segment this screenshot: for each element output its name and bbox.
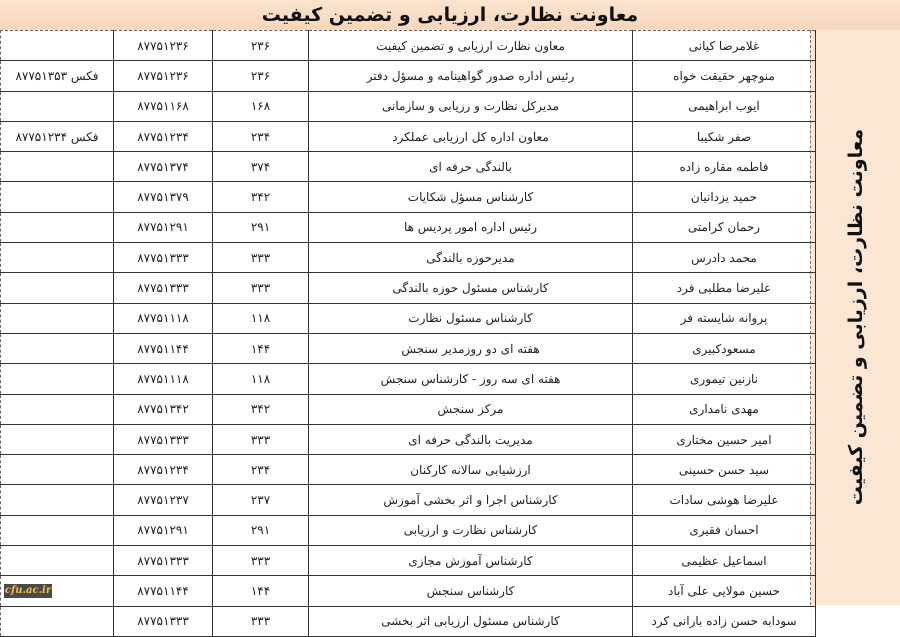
page-title: معاونت نظارت، ارزیابی و تضمین کیفیت [0, 0, 900, 30]
name-cell: سید حسن حسینی [633, 455, 816, 485]
name-cell: حسین مولایی علی آباد [633, 576, 816, 606]
phone-cell: ۸۷۷۵۱۳۳۳ [114, 606, 213, 636]
extension-cell: ۱۱۸ [213, 303, 309, 333]
table-row [1, 182, 816, 212]
extra-cell [1, 243, 114, 273]
position-cell: معاون نظارت ارزیابی و تضمین کیفیت [309, 31, 633, 61]
extra-cell [1, 455, 114, 485]
position-cell: رئیس اداره امور پردیس ها [309, 212, 633, 242]
extension-cell: ۲۳۶ [213, 61, 309, 91]
table-row [1, 394, 816, 424]
phone-cell: ۸۷۷۵۱۱۴۴ [114, 333, 213, 363]
extension-cell: ۳۳۳ [213, 424, 309, 454]
phone-cell: ۸۷۷۵۱۲۳۷ [114, 485, 213, 515]
position-cell: کارشناس مسئول حوزه بالندگی [309, 273, 633, 303]
extension-cell: ۲۹۱ [213, 515, 309, 545]
table-row [1, 243, 816, 273]
phone-cell: ۸۷۷۵۱۲۳۴ [114, 121, 213, 151]
name-cell: احسان فقیری [633, 515, 816, 545]
table-row [1, 515, 816, 545]
extension-cell: ۲۹۱ [213, 212, 309, 242]
position-cell: هفته ای دو روزمدیر سنجش [309, 333, 633, 363]
table-row [1, 546, 816, 576]
extra-cell [1, 364, 114, 394]
extra-cell [1, 152, 114, 182]
name-cell: منوچهر حقیقت خواه [633, 61, 816, 91]
phone-cell: ۸۷۷۵۱۲۹۱ [114, 212, 213, 242]
extra-cell [1, 91, 114, 121]
extra-cell [1, 424, 114, 454]
position-cell: کارشناس آموزش مجازی [309, 546, 633, 576]
table-row [1, 212, 816, 242]
position-cell: رئیس اداره صدور گواهینامه و مسؤل دفتر [309, 61, 633, 91]
position-cell: مدیرحوزه بالندگی [309, 243, 633, 273]
table-row [1, 576, 816, 606]
extension-cell: ۱۴۴ [213, 333, 309, 363]
phone-cell: ۸۷۷۵۱۲۹۱ [114, 515, 213, 545]
position-cell: مدیرکل نظارت و رزیابی و سازمانی [309, 91, 633, 121]
phone-cell: ۸۷۷۵۱۳۴۲ [114, 394, 213, 424]
extension-cell: ۲۳۷ [213, 485, 309, 515]
phone-cell: ۸۷۷۵۱۳۳۳ [114, 546, 213, 576]
phone-cell: ۸۷۷۵۱۲۳۴ [114, 455, 213, 485]
position-cell: مرکز سنجش [309, 394, 633, 424]
phone-cell: ۸۷۷۵۱۳۳۳ [114, 424, 213, 454]
name-cell: صفر شکیبا [633, 121, 816, 151]
position-cell: کارشناس مسئول نظارت [309, 303, 633, 333]
phone-cell: ۸۷۷۵۱۳۳۳ [114, 243, 213, 273]
position-cell: هفته ای سه روز - کارشناس سنجش [309, 364, 633, 394]
side-header-column [810, 30, 900, 605]
phone-cell: ۸۷۷۵۱۱۶۸ [114, 91, 213, 121]
table-row [1, 424, 816, 454]
extra-cell [1, 273, 114, 303]
extra-cell [1, 546, 114, 576]
extension-cell: ۱۴۴ [213, 576, 309, 606]
extra-cell [1, 394, 114, 424]
table-row [1, 303, 816, 333]
table-row [1, 333, 816, 363]
position-cell: مدیریت بالندگی حرفه ای [309, 424, 633, 454]
phone-cell: ۸۷۷۵۱۱۴۴ [114, 576, 213, 606]
name-cell: مهدی نامداری [633, 394, 816, 424]
name-cell: محمد دادرس [633, 243, 816, 273]
extra-cell [1, 31, 114, 61]
name-cell: فاطمه مقاره زاده [633, 152, 816, 182]
extension-cell: ۳۴۲ [213, 182, 309, 212]
position-cell: کارشناس مسئول ارزیابی اثر بخشی [309, 606, 633, 636]
name-cell: علیرضا هوشی سادات [633, 485, 816, 515]
table-row [1, 91, 816, 121]
extension-cell: ۳۴۲ [213, 394, 309, 424]
table-row [1, 364, 816, 394]
extension-cell: ۳۳۳ [213, 546, 309, 576]
table-row [1, 121, 816, 151]
table-row [1, 273, 816, 303]
phone-cell: ۸۷۷۵۱۲۳۶ [114, 31, 213, 61]
extension-cell: ۳۷۴ [213, 152, 309, 182]
position-cell: کارشناس سنجش [309, 576, 633, 606]
table-row [1, 61, 816, 91]
phone-cell: ۸۷۷۵۱۳۷۹ [114, 182, 213, 212]
extra-cell [1, 333, 114, 363]
table-row [1, 606, 816, 636]
extension-cell: ۲۳۶ [213, 31, 309, 61]
extension-cell: ۱۱۸ [213, 364, 309, 394]
phone-cell: ۸۷۷۵۱۲۳۶ [114, 61, 213, 91]
name-cell: غلامرضا کیانی [633, 31, 816, 61]
extra-cell: فکس ۸۷۷۵۱۲۳۴ [1, 121, 114, 151]
name-cell: حمید یزدانیان [633, 182, 816, 212]
side-header-label: معاونت نظارت، ارزیابی و تضمین کیفیت [845, 128, 867, 506]
extension-cell: ۱۶۸ [213, 91, 309, 121]
phone-cell: ۸۷۷۵۱۳۳۳ [114, 273, 213, 303]
name-cell: ایوب ابراهیمی [633, 91, 816, 121]
position-cell: کارشناس اجرا و اثر بخشی آموزش [309, 485, 633, 515]
name-cell: مسعودکبیری [633, 333, 816, 363]
phone-cell: ۸۷۷۵۱۳۷۴ [114, 152, 213, 182]
contacts-table [0, 30, 816, 637]
position-cell: کارشناس نظارت و ارزیابی [309, 515, 633, 545]
table-row [1, 455, 816, 485]
name-cell: نازنین تیموری [633, 364, 816, 394]
name-cell: پروانه شایسته فر [633, 303, 816, 333]
phone-cell: ۸۷۷۵۱۱۱۸ [114, 364, 213, 394]
extension-cell: ۲۳۴ [213, 455, 309, 485]
extra-cell [1, 485, 114, 515]
table-row [1, 152, 816, 182]
table-row [1, 485, 816, 515]
name-cell: سودابه حسن زاده بارانی کرد [633, 606, 816, 636]
position-cell: بالندگی حرفه ای [309, 152, 633, 182]
extension-cell: ۳۳۳ [213, 273, 309, 303]
extension-cell: ۲۳۴ [213, 121, 309, 151]
name-cell: رحمان کرامتی [633, 212, 816, 242]
extra-cell [1, 212, 114, 242]
extra-cell [1, 515, 114, 545]
name-cell: امیر حسین مختاری [633, 424, 816, 454]
extension-cell: ۳۳۳ [213, 243, 309, 273]
extra-cell [1, 606, 114, 636]
phone-cell: ۸۷۷۵۱۱۱۸ [114, 303, 213, 333]
extra-cell [1, 303, 114, 333]
extension-cell: ۳۳۳ [213, 606, 309, 636]
name-cell: علیرضا مطلبی فرد [633, 273, 816, 303]
position-cell: کارشناس مسؤل شکایات [309, 182, 633, 212]
table-row [1, 31, 816, 61]
position-cell: ارزشیابی سالانه کارکنان [309, 455, 633, 485]
name-cell: اسماعیل عظیمی [633, 546, 816, 576]
logo: cfu.ac.ir [4, 585, 52, 596]
position-cell: معاون اداره کل ارزیابی عملکرد [309, 121, 633, 151]
extra-cell: فکس ۸۷۷۵۱۳۵۳ [1, 61, 114, 91]
extra-cell [1, 182, 114, 212]
